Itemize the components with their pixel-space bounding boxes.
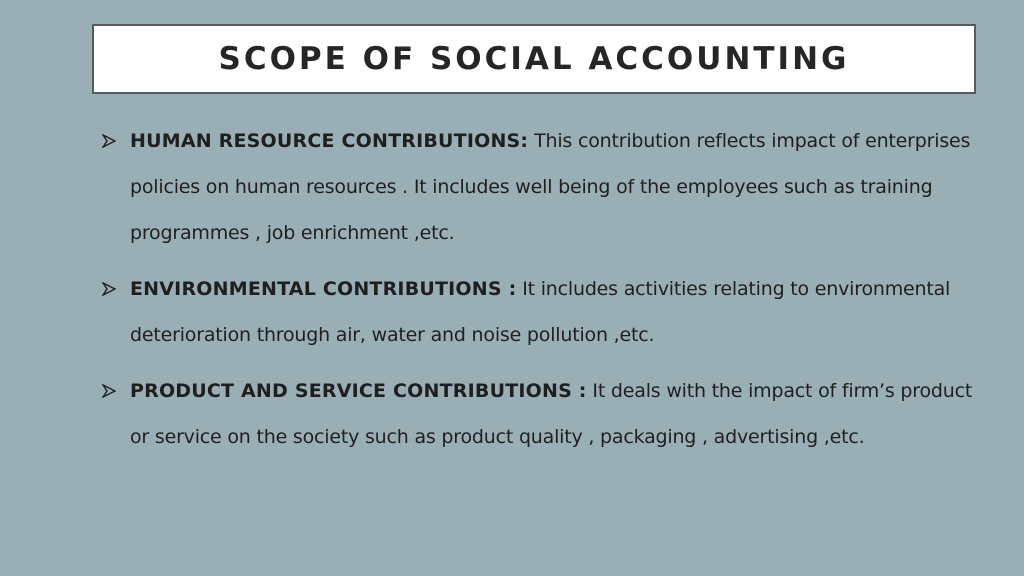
bullet-item-product-service	[102, 368, 982, 460]
bullet-label: HUMAN RESOURCE CONTRIBUTIONS:	[130, 130, 529, 152]
bullet-text: This contribution reflects impact of enterprises policies on human resources . It includes well being of the employees such as training programmes , job enrichment ,etc.	[130, 130, 971, 244]
bullet-list	[102, 118, 982, 470]
slide-title: SCOPE OF SOCIAL ACCOUNTING	[218, 41, 850, 77]
arrowhead-bullet-icon	[102, 368, 120, 414]
bullet-label: PRODUCT AND SERVICE CONTRIBUTIONS :	[130, 380, 587, 402]
title-box	[92, 24, 976, 94]
bullet-item-environmental	[102, 266, 982, 358]
bullet-label: ENVIRONMENTAL CONTRIBUTIONS :	[130, 278, 517, 300]
bullet-item-human-resource	[102, 118, 982, 256]
arrowhead-bullet-icon	[102, 266, 120, 312]
arrowhead-bullet-icon	[102, 118, 120, 164]
bullet-text: It deals with the impact of firm’s product or service on the society such as product quality , packaging , advertising ,etc.	[130, 380, 973, 448]
bullet-text: It includes activities relating to environmental deterioration through air, water and noise pollution ,etc.	[130, 278, 951, 346]
